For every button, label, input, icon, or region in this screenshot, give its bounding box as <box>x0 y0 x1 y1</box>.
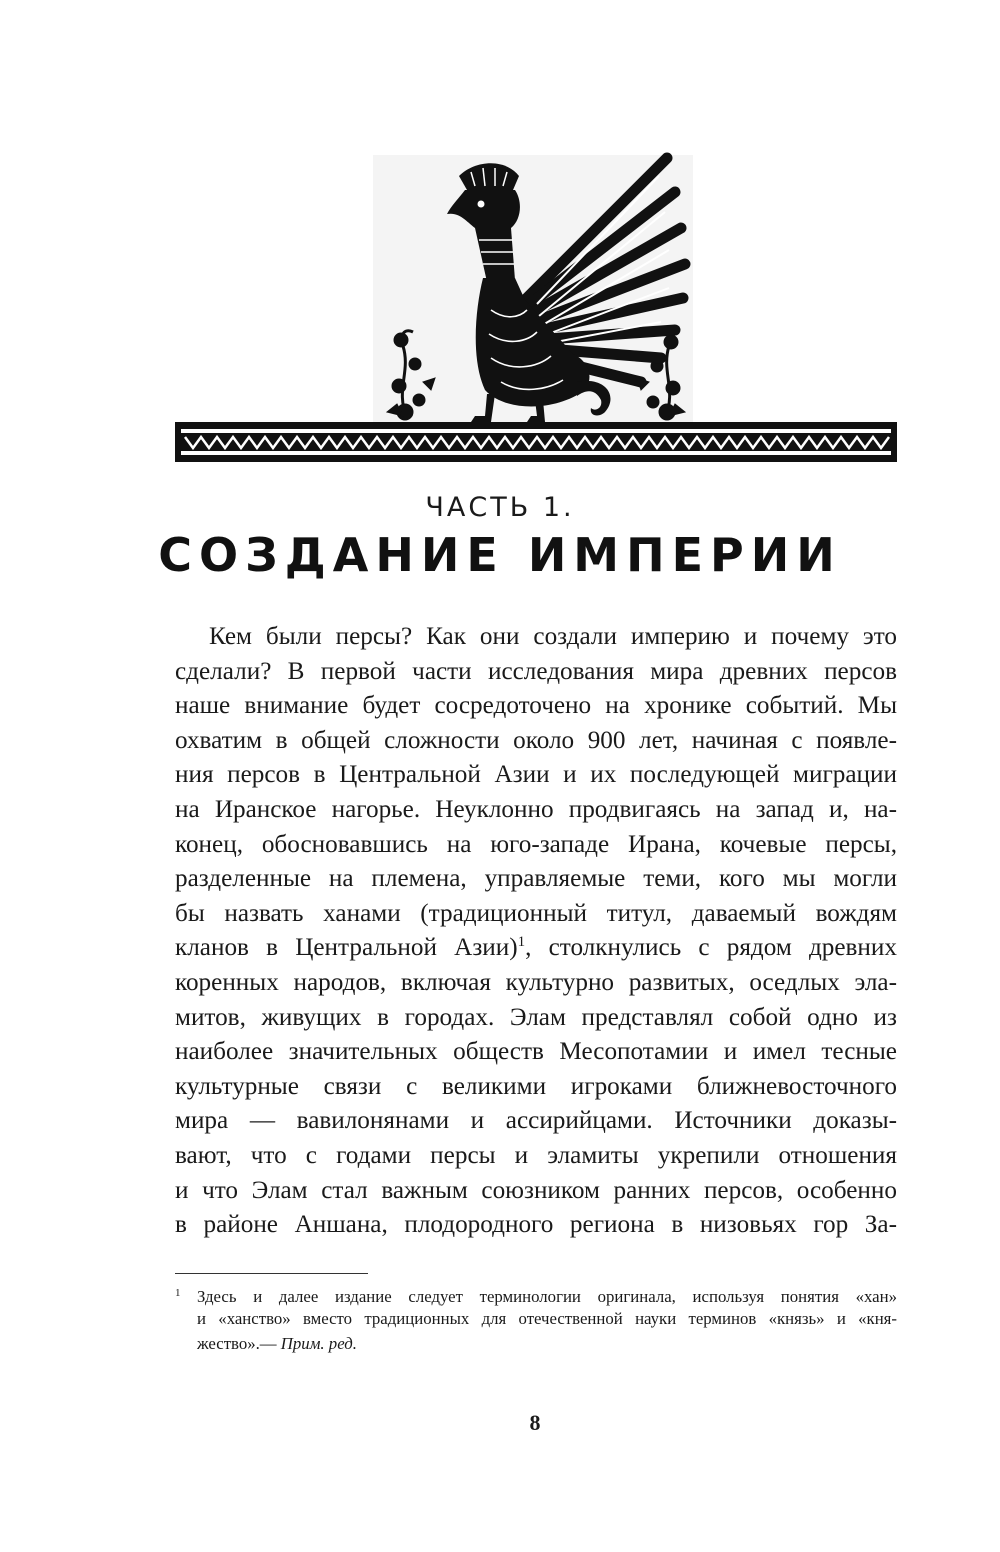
body-line: вают, что с годами персы и эламиты укрепили отношения <box>175 1141 897 1169</box>
body-line: сделали? В первой части исследования мира древних персов <box>175 657 897 685</box>
body-line: на Иранское нагорье. Неуклонно продвигаясь на запад и, на- <box>175 795 897 823</box>
body-line: наше внимание будет сосредоточено на хронике событий. Мы <box>175 692 897 720</box>
body-line-tail: , столкнулись с рядом древних <box>525 934 897 962</box>
body-line: коренных народов, включая культурно развитых, оседлых эла- <box>175 968 897 996</box>
body-line: в районе Аншана, плодородного региона в низовьях гор За- <box>175 1211 897 1239</box>
body-line: охватим в общей сложности около 900 лет, начиная с появле- <box>175 726 897 754</box>
chapter-illustration <box>175 150 897 462</box>
footnote-text: жество».— <box>197 1334 281 1353</box>
body-text <box>175 620 897 1243</box>
zigzag-border-icon <box>175 422 897 462</box>
footnote-line <box>175 1331 897 1356</box>
body-line-text: кланов в Центральной Азии) <box>175 934 518 962</box>
body-line: наиболее значительных обществ Месопотамии и имел тесные <box>175 1038 897 1066</box>
footnote-line <box>175 1281 897 1306</box>
footnote-text: и «ханство» вместо традиционных для отечественной науки терминов «князь» и «кня- <box>197 1309 897 1328</box>
body-line: бы назвать ханами (традиционный титул, даваемый вождям <box>175 899 897 927</box>
footnote-text: Здесь и далее издание следует терминологии оригинала, используя понятия «хан» <box>197 1287 897 1306</box>
body-line: и что Элам стал важным союзником ранних персов, особенно <box>175 1176 897 1204</box>
footnote-divider <box>175 1273 368 1274</box>
body-line-with-footnote-ref <box>175 931 897 966</box>
page-number: 8 <box>529 1410 541 1435</box>
part-label: ЧАСТЬ 1. <box>425 492 575 523</box>
body-line: Кем были персы? Как они создали империю и почему это <box>209 623 897 650</box>
footnote-reference[interactable]: 1 <box>517 934 526 951</box>
footnote-line <box>175 1306 897 1331</box>
body-line: конец, обосновавшись на юго-западе Ирана, кочевые персы, <box>175 830 897 858</box>
footnote-marker: 1 <box>175 1287 181 1299</box>
part-title: СОЗДАНИЕ ИМПЕРИИ <box>158 528 842 582</box>
footnote <box>175 1281 897 1356</box>
body-line: мира — вавилонянами и ассирийцами. Источники доказы- <box>175 1107 897 1135</box>
body-line: ния персов в Центральной Азии и их последующей миграции <box>175 761 897 789</box>
editor-note: Прим. ред. <box>280 1334 357 1353</box>
body-line: культурные связи с великими игроками ближневосточного <box>175 1072 897 1100</box>
body-line: разделенные на племена, управляемые теми, кого мы могли <box>175 865 897 893</box>
body-line: митов, живущих в городах. Элам представлял собой одно из <box>175 1003 897 1031</box>
